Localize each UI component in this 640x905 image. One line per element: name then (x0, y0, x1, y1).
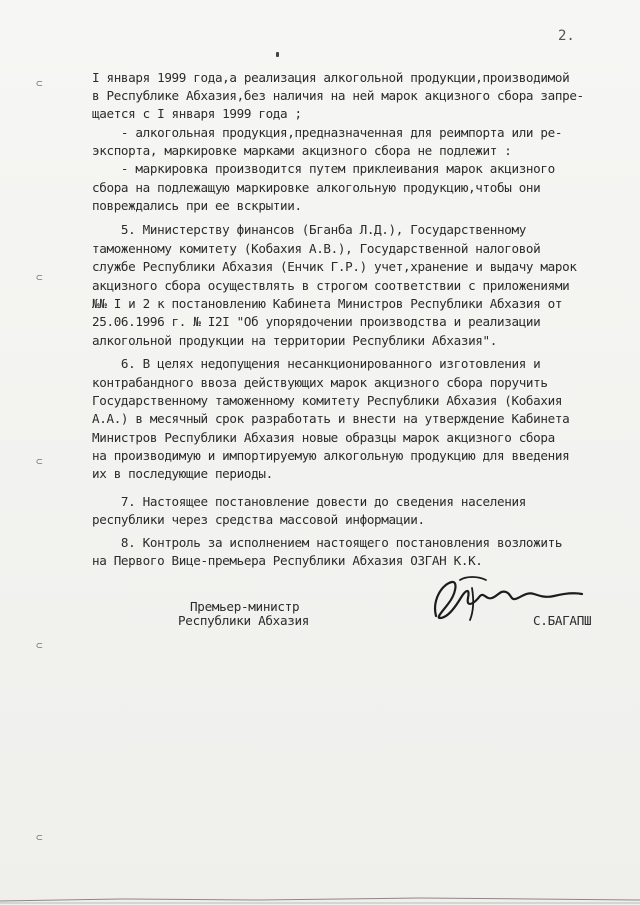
body-line: - алкогольная продукция,предназначенная для реимпорта или ре- (92, 125, 563, 140)
body-line: 5. Министерству финансов (Бганба Л.Д.), Государственному (92, 222, 526, 237)
body-line: экспорта, маркировке марками акцизного сбора не подлежит : (92, 143, 512, 158)
handwritten-signature (422, 570, 592, 626)
signatory-name: С.БАГАПШ (533, 613, 592, 628)
binder-hole-mark: ⊂ (36, 831, 43, 844)
body-line: щается с I января 1999 года ; (92, 106, 302, 121)
body-line: республики через средства массовой информации. (92, 512, 425, 527)
body-line: Государственному таможенному комитету Республики Абхазия (Кобахия (92, 393, 563, 408)
signatory-title-line2: Республики Абхазия (178, 613, 310, 628)
body-line: на производимую и импортируемую алкогольную продукцию для введения (92, 448, 570, 463)
body-line: на Первого Вице-премьера Республики Абхазия ОЗГАН К.К. (92, 553, 483, 568)
body-line: сбора на подлежащую маркировке алкогольную продукцию,чтобы они (92, 180, 541, 195)
body-line: №№ I и 2 к постановлению Кабинета Министров Республики Абхазия от (92, 296, 563, 311)
binder-hole-mark: ⊂ (36, 271, 43, 284)
body-line: 6. В целях недопущения несанкционированного изготовления и (92, 356, 541, 371)
body-line: 25.06.1996 г. № I2I "Об упорядочении производства и реализации (92, 314, 541, 329)
body-line: I января 1999 года,а реализация алкогольной продукции,производимой (92, 70, 570, 85)
body-line: службе Республики Абхазия (Енчик Г.Р.) учет,хранение и выдачу марок (92, 259, 577, 274)
binder-hole-mark: ⊂ (36, 77, 43, 90)
binder-hole-mark: ⊂ (36, 639, 43, 652)
body-line: алкогольной продукции на территории Республики Абхазия". (92, 333, 497, 348)
scan-bottom-edge (0, 893, 640, 905)
body-line: 7. Настоящее постановление довести до сведения населения (92, 494, 526, 509)
body-line: Министров Республики Абхазия новые образцы марок акцизного сбора (92, 430, 555, 445)
page-number: 2. (558, 28, 575, 44)
body-line: акцизного сбора осуществлять в строгом соответствии с приложениями (92, 278, 570, 293)
body-line: контрабандного ввоза действующих марок акцизного сбора поручить (92, 375, 548, 390)
body-line: А.А.) в месячный срок разработать и внести на утверждение Кабинета (92, 411, 570, 426)
stray-mark (276, 52, 279, 57)
body-line: в Республике Абхазия,без наличия на ней марок акцизного сбора запре- (92, 88, 584, 103)
body-line: 8. Контроль за исполнением настоящего постановления возложить (92, 535, 563, 550)
body-line: таможенному комитету (Кобахия А.В.), Государственной налоговой (92, 241, 541, 256)
body-line: повреждались при ее вскрытии. (92, 198, 302, 213)
signatory-title-line1: Премьер-министр (190, 599, 300, 614)
body-line: - маркировка производится путем приклеивания марок акцизного (92, 161, 555, 176)
binder-hole-mark: ⊂ (36, 455, 43, 468)
body-line: их в последующие периоды. (92, 466, 273, 481)
